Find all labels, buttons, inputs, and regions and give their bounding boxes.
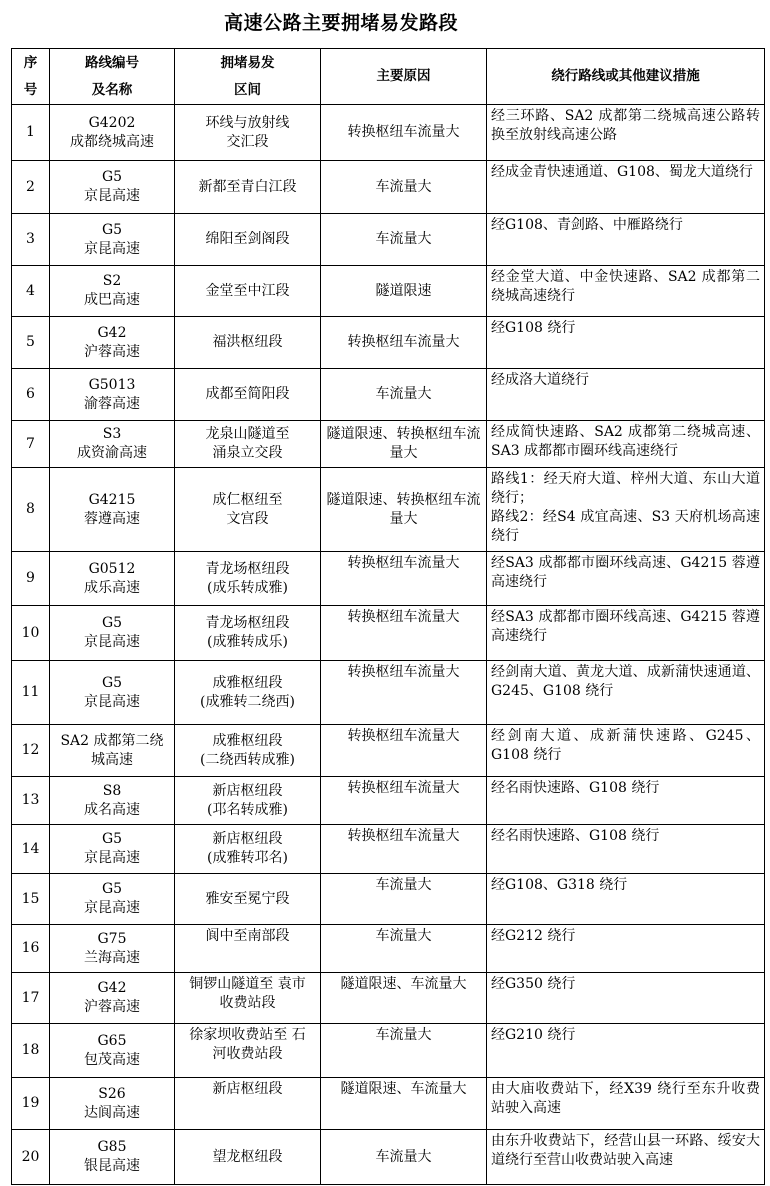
row-number: 7 <box>12 421 50 468</box>
section-cell <box>175 973 321 1024</box>
section-line: (成雅转邛名) <box>207 850 288 866</box>
section-line: 成雅枢纽段 <box>212 674 283 691</box>
reason-cell: 车流量大 <box>321 1024 487 1078</box>
route-code: G42 <box>97 324 127 341</box>
congestion-table <box>11 48 765 1185</box>
row-number: 1 <box>12 105 50 161</box>
table-row <box>12 369 765 421</box>
reason-cell: 车流量大 <box>321 1130 487 1185</box>
section-line: 青龙场枢纽段 <box>205 560 290 577</box>
section-line: 徐家坝收费站至 石 <box>189 1027 306 1043</box>
route-cell <box>50 874 175 925</box>
table-row <box>12 105 765 161</box>
route-cell <box>50 1024 175 1078</box>
row-number: 12 <box>12 725 50 777</box>
section-cell <box>175 1130 321 1185</box>
table-row <box>12 468 765 552</box>
section-line: 新都至青白江段 <box>198 178 297 195</box>
table-row <box>12 552 765 606</box>
route-cell <box>50 161 175 214</box>
route-code: G5013 <box>88 376 136 393</box>
section-line: 福洪枢纽段 <box>212 334 283 350</box>
route-code: G5 <box>101 169 123 185</box>
section-cell <box>175 725 321 777</box>
route-cell <box>50 825 175 874</box>
route-code: G5 <box>101 674 123 691</box>
detour-cell: 经成简快速路、SA2 成都第二绕城高速、SA3 成都都市圈环线高速绕行 <box>487 421 765 468</box>
route-code: S8 <box>102 782 122 799</box>
reason-cell: 隧道限速、转换枢纽车流量大 <box>321 421 487 468</box>
reason-cell: 车流量大 <box>321 925 487 973</box>
detour-cell: 经G108 绕行 <box>487 317 765 369</box>
route-cell <box>50 606 175 661</box>
route-cell <box>50 105 175 161</box>
detour-cell: 经剑南大道、黄龙大道、成新蒲快速通道、G245、G108 绕行 <box>487 661 765 725</box>
header-detour: 绕行路线或其他建议措施 <box>487 49 765 105</box>
route-code: G42 <box>97 980 127 996</box>
section-cell <box>175 214 321 266</box>
section-line: (邛名转成雅) <box>207 801 288 818</box>
row-number: 16 <box>12 925 50 973</box>
reason-cell: 车流量大 <box>321 369 487 421</box>
section-line: (成雅转成乐) <box>207 634 288 650</box>
row-number: 5 <box>12 317 50 369</box>
route-cell <box>50 421 175 468</box>
section-cell <box>175 161 321 214</box>
section-line: (成雅转二绕西) <box>200 693 295 710</box>
section-line: 交汇段 <box>226 133 269 150</box>
header-no: 序 号 <box>12 49 50 105</box>
reason-cell: 车流量大 <box>321 874 487 925</box>
table-row <box>12 973 765 1024</box>
section-line: (二绕西转成雅) <box>200 751 295 768</box>
reason-cell: 转换枢纽车流量大 <box>321 725 487 777</box>
route-cell <box>50 777 175 825</box>
route-code: G5 <box>101 881 123 897</box>
section-cell <box>175 661 321 725</box>
row-number: 14 <box>12 825 50 874</box>
route-cell <box>50 468 175 552</box>
route-code: G5 <box>101 831 123 847</box>
table-row <box>12 1078 765 1130</box>
section-cell <box>175 874 321 925</box>
section-line: 新店枢纽段 <box>212 1081 283 1097</box>
section-cell <box>175 468 321 552</box>
route-code: S2 <box>102 273 122 289</box>
detour-cell: 经G210 绕行 <box>487 1024 765 1078</box>
section-line: 成仁枢纽至 <box>212 491 283 508</box>
reason-cell: 车流量大 <box>321 214 487 266</box>
section-cell <box>175 825 321 874</box>
route-name: 成乐高速 <box>84 579 140 596</box>
section-line: 雅安至冕宁段 <box>205 890 290 907</box>
row-number: 2 <box>12 161 50 214</box>
detour-line: 路线1：经天府大道、梓州大道、东山大道绕行； <box>491 471 760 506</box>
detour-cell: 经成金青快速通道、G108、蜀龙大道绕行 <box>487 161 765 214</box>
route-cell <box>50 973 175 1024</box>
route-name: 京昆高速 <box>84 240 140 257</box>
detour-cell: 由大庙收费站下，经X39 绕行至东升收费站驶入高速 <box>487 1078 765 1130</box>
row-number: 3 <box>12 214 50 266</box>
section-line: 环线与放射线 <box>205 114 290 131</box>
table-row <box>12 421 765 468</box>
route-name: 兰海高速 <box>84 949 140 966</box>
route-cell <box>50 1078 175 1130</box>
table-row <box>12 825 765 874</box>
row-number: 4 <box>12 266 50 317</box>
table-row <box>12 661 765 725</box>
detour-cell: 经G108、青剑路、中雁路绕行 <box>487 214 765 266</box>
detour-cell: 经SA3 成都都市圈环线高速、G4215 蓉遵高速绕行 <box>487 606 765 661</box>
section-line: 绵阳至剑阁段 <box>205 231 290 247</box>
reason-cell: 隧道限速、车流量大 <box>321 973 487 1024</box>
section-line: 龙泉山隧道至 <box>205 426 290 442</box>
route-code: G0512 <box>88 560 136 577</box>
route-cell <box>50 369 175 421</box>
reason-cell: 隧道限速、转换枢纽车流量大 <box>321 468 487 552</box>
section-line: 青龙场枢纽段 <box>205 615 290 631</box>
route-name: 沪蓉高速 <box>84 343 140 360</box>
reason-cell: 转换枢纽车流量大 <box>321 825 487 874</box>
table-row <box>12 317 765 369</box>
section-line: 望龙枢纽段 <box>212 1148 283 1165</box>
reason-cell: 转换枢纽车流量大 <box>321 606 487 661</box>
row-number: 17 <box>12 973 50 1024</box>
reason-cell: 转换枢纽车流量大 <box>321 661 487 725</box>
detour-cell: 经SA3 成都都市圈环线高速、G4215 蓉遵高速绕行 <box>487 552 765 606</box>
detour-cell: 经剑南大道、成新蒲快速路、G245、G108 绕行 <box>487 725 765 777</box>
route-code: G5 <box>101 615 123 631</box>
reason-cell: 转换枢纽车流量大 <box>321 777 487 825</box>
route-cell <box>50 661 175 725</box>
row-number: 19 <box>12 1078 50 1130</box>
table-row <box>12 874 765 925</box>
section-cell <box>175 421 321 468</box>
section-cell <box>175 266 321 317</box>
route-name: 蓉遵高速 <box>84 510 140 527</box>
row-number: 11 <box>12 661 50 725</box>
route-code: SA2 成都第二绕 <box>60 732 164 749</box>
table-row <box>12 777 765 825</box>
route-code: S3 <box>102 426 122 442</box>
route-name: 京昆高速 <box>84 634 140 650</box>
table-row <box>12 1024 765 1078</box>
route-code: S26 <box>98 1085 126 1102</box>
route-cell <box>50 1130 175 1185</box>
route-name: 包茂高速 <box>84 1051 140 1068</box>
row-number: 18 <box>12 1024 50 1078</box>
route-code: G4215 <box>88 491 136 508</box>
detour-cell: 经G212 绕行 <box>487 925 765 973</box>
section-cell <box>175 369 321 421</box>
table-row <box>12 606 765 661</box>
route-code: G85 <box>97 1139 127 1155</box>
section-line: 金堂至中江段 <box>205 282 290 299</box>
route-name: 京昆高速 <box>84 850 140 866</box>
route-name: 京昆高速 <box>84 693 140 710</box>
route-name: 沪蓉高速 <box>84 999 140 1015</box>
row-number: 9 <box>12 552 50 606</box>
route-name: 银昆高速 <box>84 1158 140 1174</box>
detour-cell: 经三环路、SA2 成都第二绕城高速公路转换至放射线高速公路 <box>487 105 765 161</box>
section-cell <box>175 606 321 661</box>
detour-cell: 经金堂大道、中金快速路、SA2 成都第二绕城高速绕行 <box>487 266 765 317</box>
route-name: 成巴高速 <box>84 292 140 308</box>
route-cell <box>50 266 175 317</box>
route-cell <box>50 552 175 606</box>
route-code: G65 <box>97 1032 127 1049</box>
section-line: (成乐转成雅) <box>207 579 288 596</box>
route-cell <box>50 214 175 266</box>
section-line: 阆中至南部段 <box>205 928 290 944</box>
route-name: 成名高速 <box>84 801 140 818</box>
route-name: 达阆高速 <box>84 1104 140 1121</box>
table-row <box>12 161 765 214</box>
detour-cell: 由东升收费站下，经营山县一环路、绥安大道绕行至营山收费站驶入高速 <box>487 1130 765 1185</box>
row-number: 15 <box>12 874 50 925</box>
section-line: 涌泉立交段 <box>212 445 283 461</box>
route-name: 京昆高速 <box>84 188 140 204</box>
section-cell <box>175 105 321 161</box>
route-code: G5 <box>101 221 123 238</box>
table-row <box>12 214 765 266</box>
route-cell <box>50 317 175 369</box>
reason-cell: 转换枢纽车流量大 <box>321 552 487 606</box>
detour-cell <box>487 468 765 552</box>
table-row <box>12 725 765 777</box>
section-line: 铜锣山隧道至 袁市 <box>189 976 306 992</box>
row-number: 8 <box>12 468 50 552</box>
route-code: G75 <box>97 930 127 947</box>
detour-cell: 经G350 绕行 <box>487 973 765 1024</box>
reason-cell: 隧道限速 <box>321 266 487 317</box>
section-cell <box>175 317 321 369</box>
detour-cell: 经G108、G318 绕行 <box>487 874 765 925</box>
route-name: 京昆高速 <box>84 900 140 916</box>
row-number: 20 <box>12 1130 50 1185</box>
detour-cell: 经名雨快速路、G108 绕行 <box>487 777 765 825</box>
header-section: 拥堵易发 区间 <box>175 49 321 105</box>
section-line: 河收费站段 <box>212 1046 283 1062</box>
section-line: 成雅枢纽段 <box>212 732 283 749</box>
row-number: 10 <box>12 606 50 661</box>
section-cell <box>175 1078 321 1130</box>
detour-line: 路线2：经S4 成宜高速、S3 天府机场高速绕行 <box>491 509 760 544</box>
header-row <box>12 49 765 105</box>
table-row <box>12 266 765 317</box>
table-row <box>12 1130 765 1185</box>
section-line: 收费站段 <box>219 995 276 1011</box>
section-line: 成都至简阳段 <box>205 386 290 402</box>
section-line: 新店枢纽段 <box>212 782 283 799</box>
row-number: 13 <box>12 777 50 825</box>
reason-cell: 转换枢纽车流量大 <box>321 105 487 161</box>
route-code: G4202 <box>88 114 136 131</box>
section-line: 新店枢纽段 <box>212 831 283 847</box>
section-cell <box>175 1024 321 1078</box>
route-name: 渝蓉高速 <box>84 395 140 412</box>
detour-cell: 经名雨快速路、G108 绕行 <box>487 825 765 874</box>
route-name: 成资渝高速 <box>77 445 147 461</box>
reason-cell: 隧道限速、车流量大 <box>321 1078 487 1130</box>
section-line: 文宫段 <box>226 510 269 527</box>
section-cell <box>175 777 321 825</box>
header-reason: 主要原因 <box>321 49 487 105</box>
header-route: 路线编号 及名称 <box>50 49 175 105</box>
detour-cell: 经成洛大道绕行 <box>487 369 765 421</box>
table-row <box>12 925 765 973</box>
section-cell <box>175 925 321 973</box>
route-cell <box>50 725 175 777</box>
route-name: 成都绕城高速 <box>70 133 154 150</box>
page-title: 高速公路主要拥堵易发路段 <box>223 12 458 34</box>
reason-cell: 车流量大 <box>321 161 487 214</box>
row-number: 6 <box>12 369 50 421</box>
route-name: 城高速 <box>91 751 133 768</box>
route-cell <box>50 925 175 973</box>
section-cell <box>175 552 321 606</box>
reason-cell: 转换枢纽车流量大 <box>321 317 487 369</box>
